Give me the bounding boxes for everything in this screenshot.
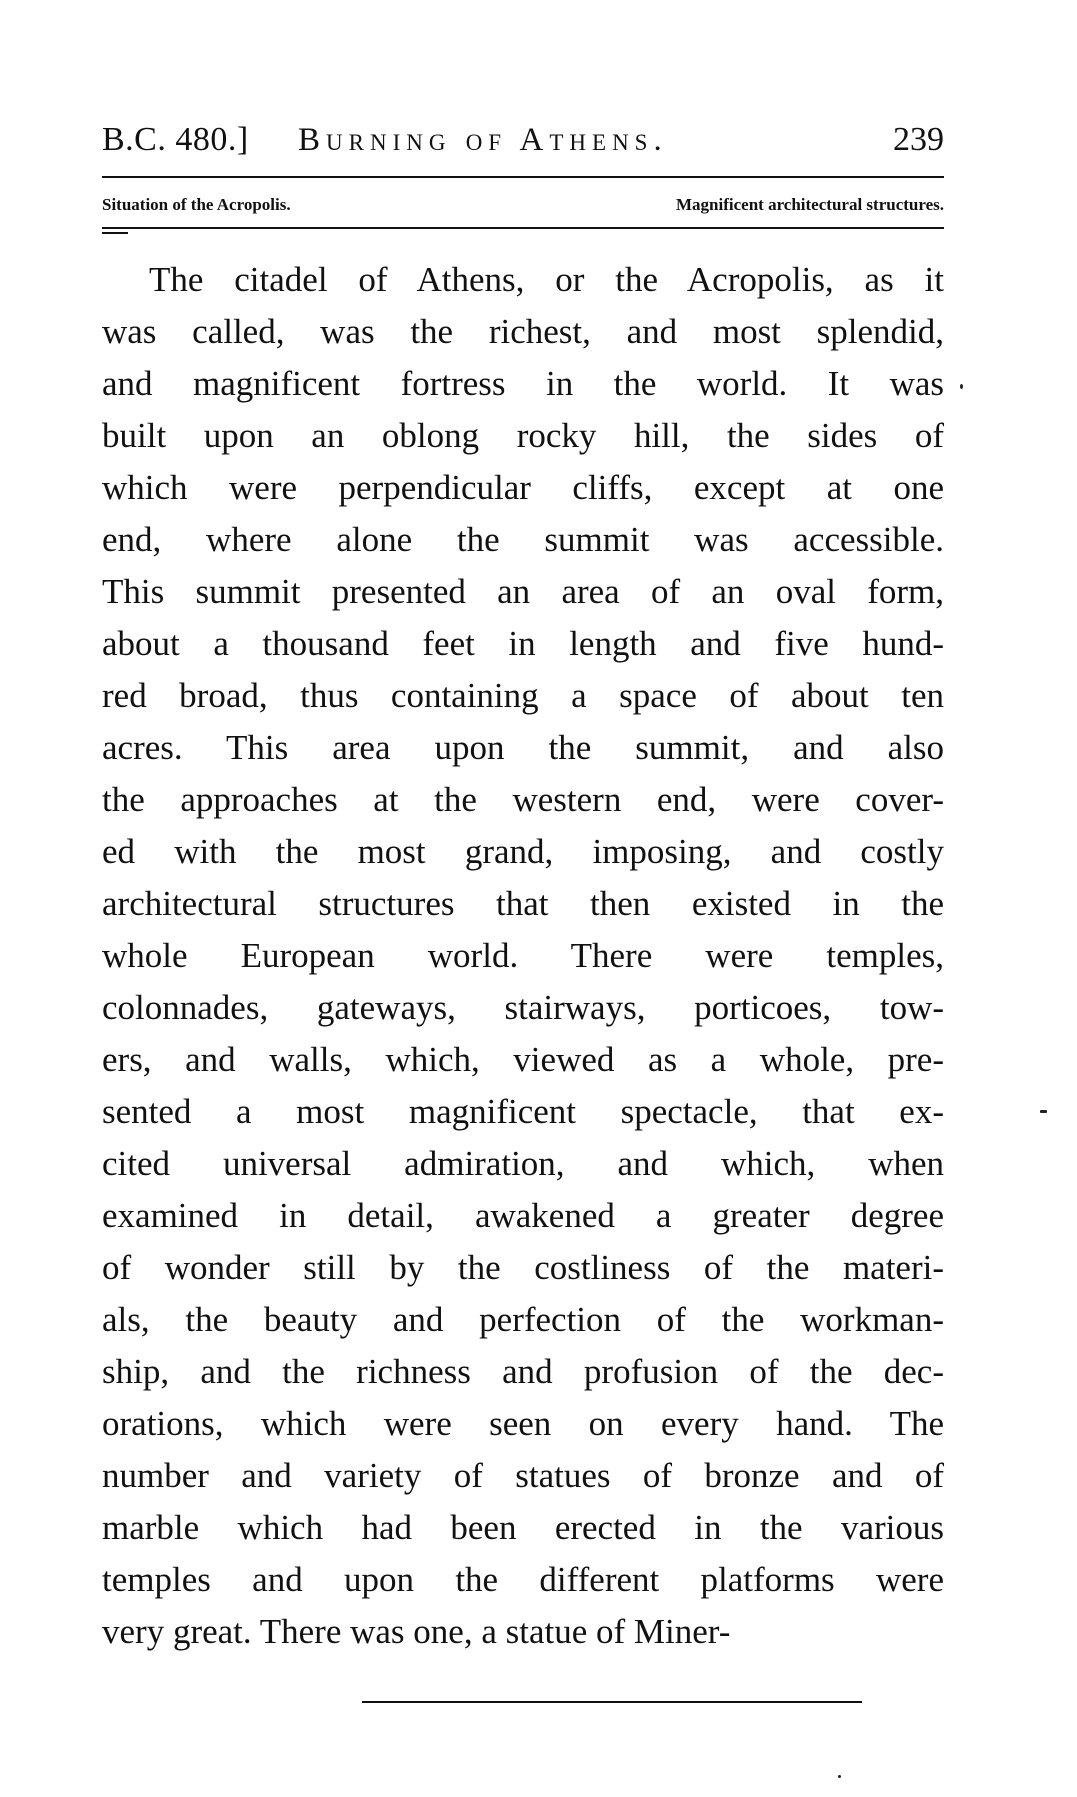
- text-line: ed with the most grand, imposing, and costly: [102, 832, 944, 871]
- rule-tick: [102, 232, 128, 234]
- body-paragraph: [102, 254, 944, 1658]
- text-line: the approaches at the western end, were cover-: [102, 780, 944, 819]
- ink-speck: [838, 1775, 841, 1778]
- text-line: about a thousand feet in length and five hund-: [102, 624, 944, 663]
- date-reference: B.C. 480.]: [102, 121, 249, 158]
- sidenote-rule: [102, 227, 944, 229]
- header-rule: [102, 176, 944, 178]
- text-line: sented a most magnificent spectacle, that ex-: [102, 1092, 944, 1131]
- side-note-right: Magnificent architectural structures.: [676, 195, 944, 214]
- text-line: orations, which were seen on every hand. The: [102, 1404, 944, 1443]
- text-line: This summit presented an area of an oval form,: [102, 572, 944, 611]
- text-line: The citadel of Athens, or the Acropolis, as it: [149, 260, 944, 299]
- text-line: ship, and the richness and profusion of the dec-: [102, 1352, 944, 1391]
- text-line: end, where alone the summit was accessible.: [102, 520, 944, 559]
- text-line: architectural structures that then existed in the: [102, 884, 944, 923]
- footer-rule: [362, 1701, 862, 1703]
- text-line: which were perpendicular cliffs, except at one: [102, 468, 944, 507]
- text-line: acres. This area upon the summit, and also: [102, 728, 944, 767]
- text-line: whole European world. There were temples,: [102, 936, 944, 975]
- text-line: built upon an oblong rocky hill, the sides of: [102, 416, 944, 455]
- text-line: very great. There was one, a statue of Miner-: [102, 1612, 731, 1651]
- text-line: red broad, thus containing a space of about ten: [102, 676, 944, 715]
- text-line: examined in detail, awakened a greater degree: [102, 1196, 944, 1235]
- text-line: ers, and walls, which, viewed as a whole, pre-: [102, 1040, 944, 1079]
- ink-speck: [960, 384, 963, 389]
- side-note-left: Situation of the Acropolis.: [102, 195, 291, 214]
- text-line: was called, was the richest, and most splendid,: [102, 312, 944, 351]
- ink-speck: [1040, 1110, 1047, 1113]
- running-title: Burning of Athens.: [298, 122, 668, 158]
- page-number: 239: [893, 121, 944, 158]
- page-header: [102, 116, 944, 164]
- text-line: cited universal admiration, and which, when: [102, 1144, 944, 1183]
- text-line: number and variety of statues of bronze and of: [102, 1456, 944, 1495]
- text-line: and magnificent fortress in the world. It was: [102, 364, 944, 403]
- text-line: colonnades, gateways, stairways, porticoes, tow-: [102, 988, 944, 1027]
- text-line: als, the beauty and perfection of the workman-: [102, 1300, 944, 1339]
- text-line: temples and upon the different platforms were: [102, 1560, 944, 1599]
- text-line: marble which had been erected in the various: [102, 1508, 944, 1547]
- text-line: of wonder still by the costliness of the materi-: [102, 1248, 944, 1287]
